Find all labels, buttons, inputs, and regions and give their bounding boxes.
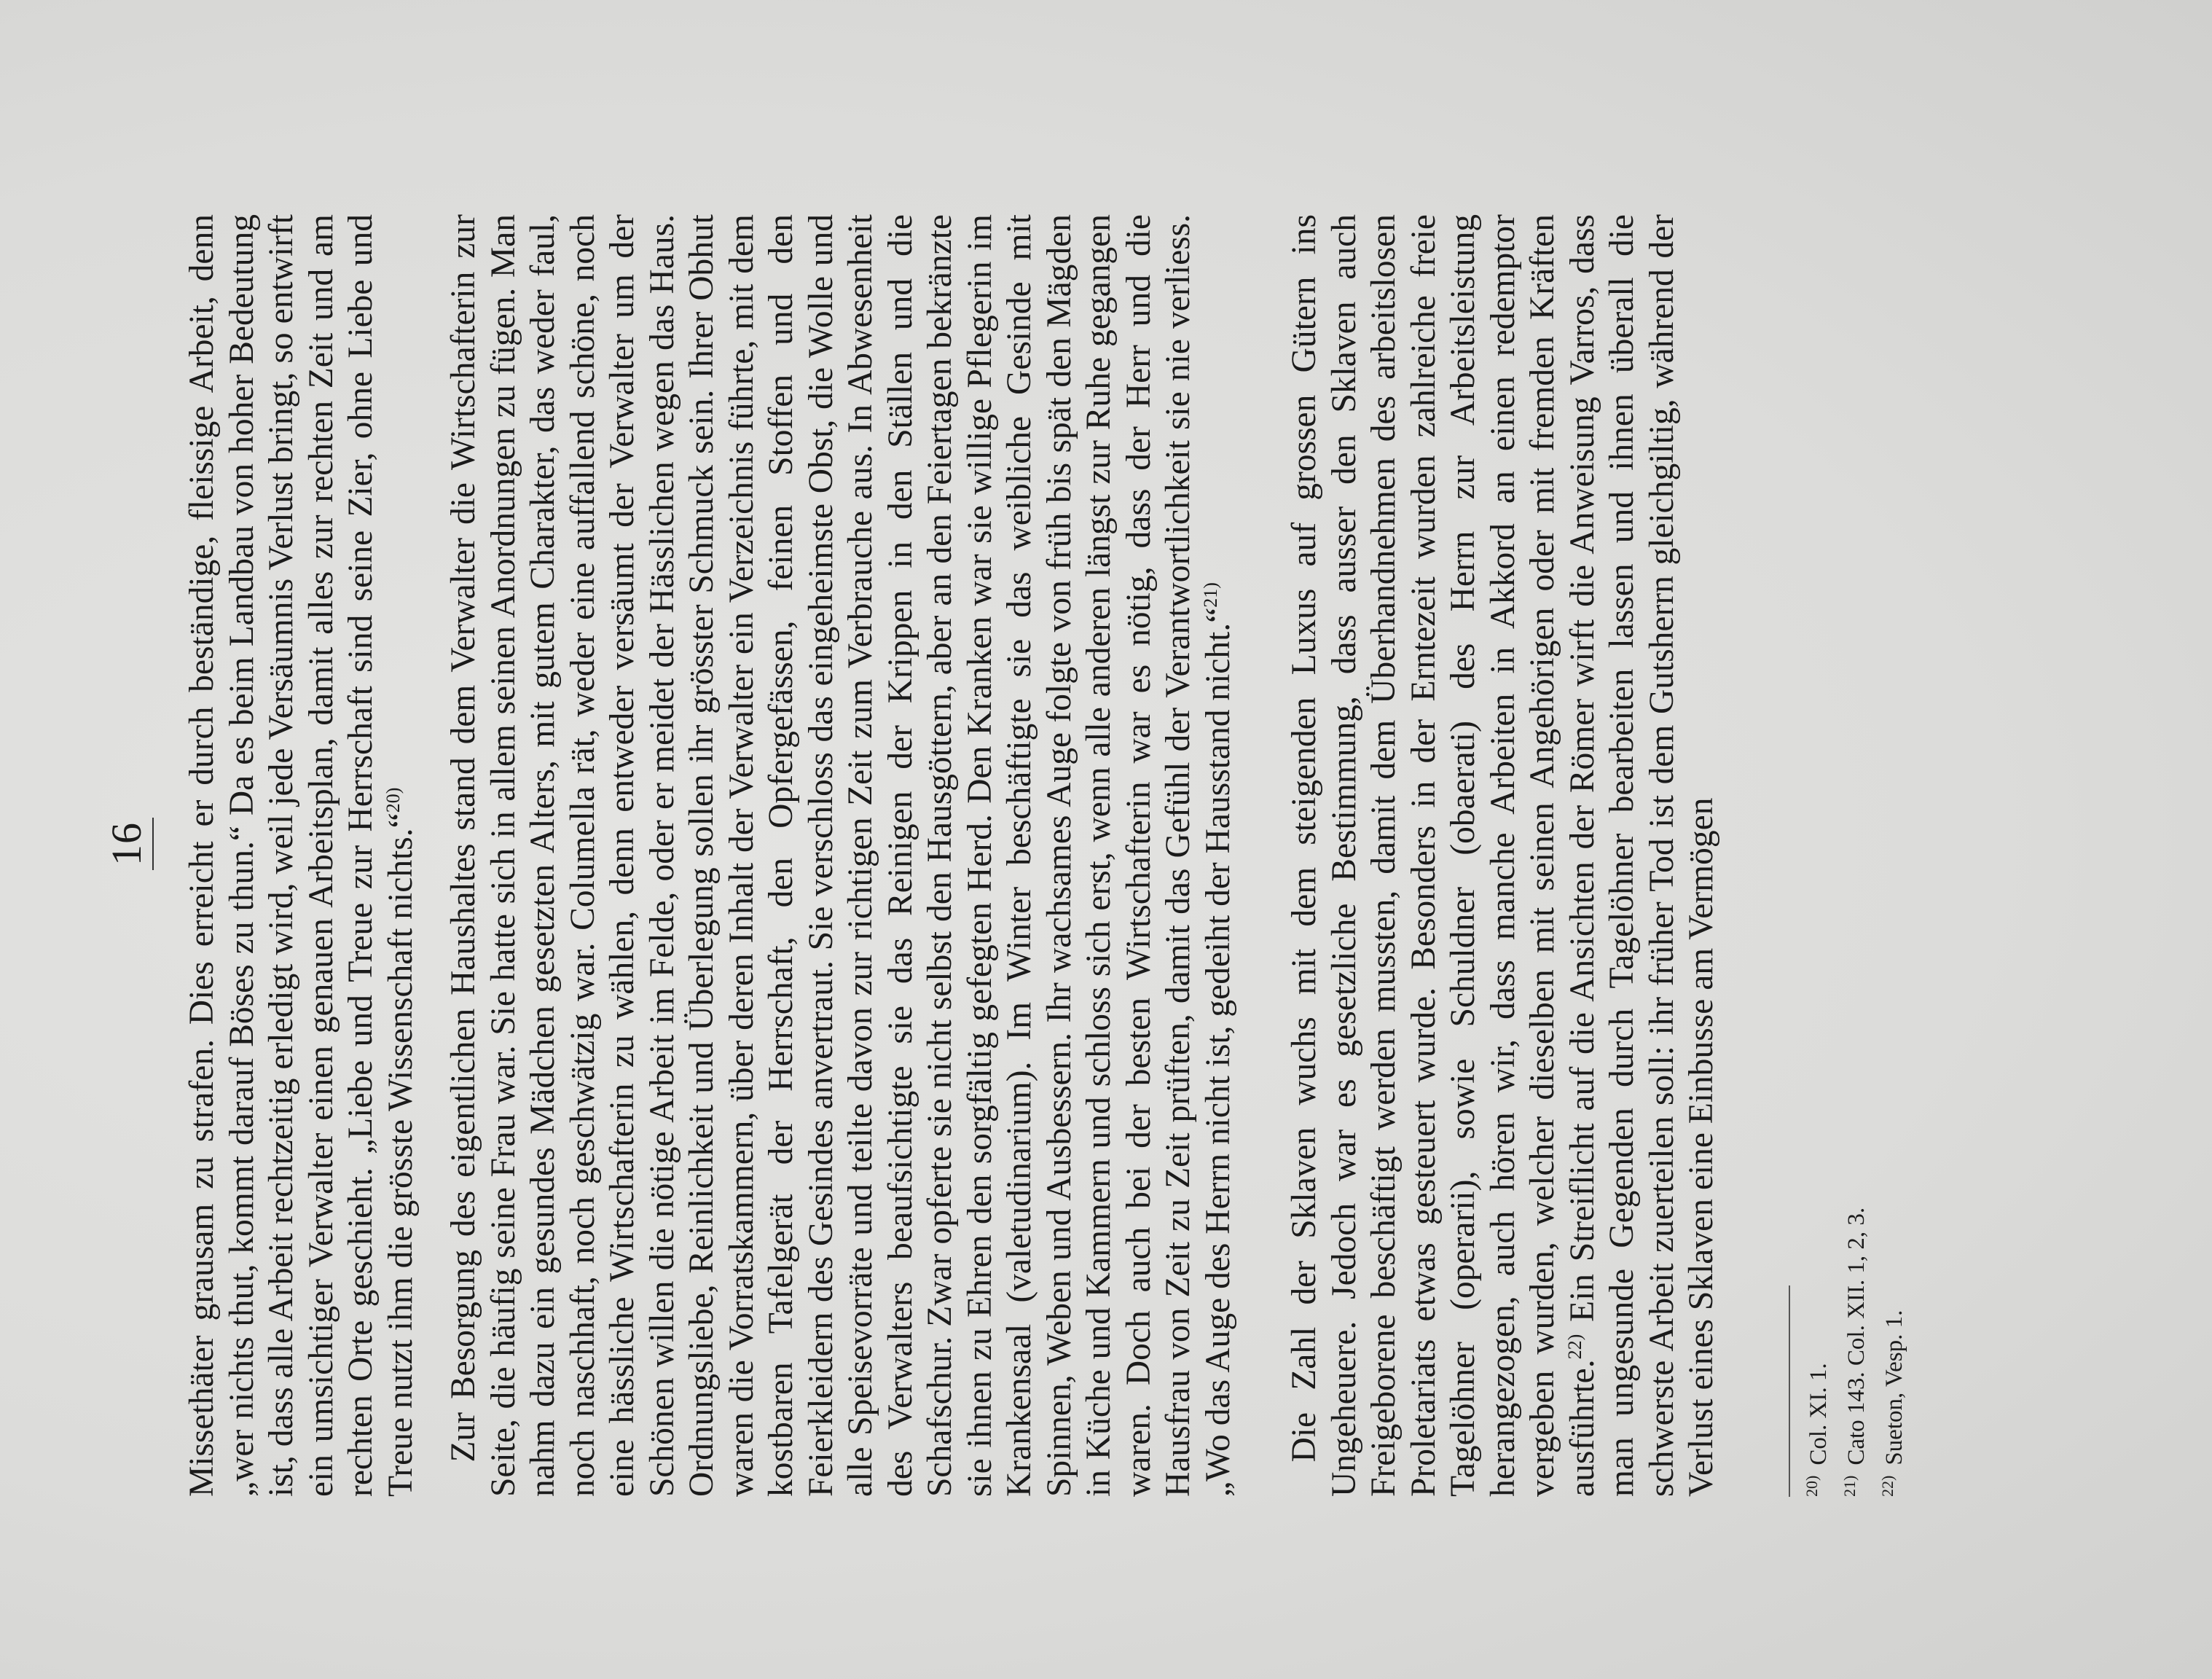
paragraph-1 — [182, 214, 420, 1497]
paragraph-gap — [1238, 214, 1285, 1497]
footnote-mark: 21) — [1840, 1475, 1859, 1497]
footnote-ref-21: 21) — [1199, 582, 1221, 608]
footnote-item — [1838, 622, 1875, 1497]
paragraph-3-tail: Ein Streiflicht auf die Ansichten der Römer wirft die Anweisung Varros, dass man ungesunde Gegenden durch Tagelöhner bearbeiten lassen und ihnen überall die schwerste Arbeit zuerteilen soll: ihr früher Tod ist dem Gutsherrn gleichgiltig, während der Verlust eines Sklaven eine Einbusse am Vermögen — [1563, 214, 1720, 1497]
footnote-ref-20: 20) — [382, 787, 404, 813]
footnote-item — [1875, 622, 1913, 1497]
footnotes — [1800, 622, 1913, 1497]
paragraph-3 — [1285, 214, 1722, 1497]
footnote-separator — [1789, 1285, 1790, 1497]
footnote-text: Cato 143. Col. XII. 1, 2, 3. — [1843, 1207, 1870, 1465]
paragraph-3-text: Die Zahl der Sklaven wuchs mit dem steigenden Luxus auf grossen Gütern ins Ungeheuere. Jedoch war es gesetzliche Bestimmung, dass ausser den Sklaven auch Freigeborene beschäftigt werden mussten, damit dem Überhandnehmen des arbeitslosen Proletariats etwas gesteuert wurde. Besonders in der Erntezeit wurden zahlreiche freie Tagelöhner (operarii), sowie Schuldner (obaerati) des Herrn zur Arbeitsleistung herangezogen, auch hören wir, dass manche Arbeiten in Akkord an einen redemptor vergeben wurden, welcher dieselben mit seinen Angehörigen oder mit fremden Kräften ausführte. — [1285, 214, 1601, 1497]
body-text — [182, 214, 1722, 1497]
footnote-text: Col. XI. 1. — [1805, 1363, 1832, 1465]
footnote-mark: 22) — [1878, 1475, 1897, 1497]
paragraph-1-text: Missethäter grausam zu strafen. Dies erreicht er durch beständige, fleissige Arbeit, denn „wer nichts thut, kommt darauf Böses zu thun.“ Da es beim Landbau von hoher Bedeutung ist, dass alle Arbeit rechtzeitig erledigt wird, weil jede Versäumnis Verlust bringt, so entwirft ein umsichtiger Verwalter einen genauen Arbeitsplan, damit alles zur rechten Zeit und am rechten Orte geschieht. „Liebe und Treue zur Herrschaft sind seine Zier, ohne Liebe und Treue nutzt ihm die grösste Wissenschaft nichts.“ — [183, 214, 420, 1497]
footnote-item — [1800, 622, 1838, 1497]
paragraph-gap — [420, 214, 444, 1497]
page-number: 16 — [102, 818, 154, 870]
footnote-mark: 20) — [1803, 1475, 1821, 1497]
footnote-ref-22: 22) — [1564, 1334, 1585, 1360]
paragraph-2-text: Zur Besorgung des eigentlichen Haushaltes stand dem Verwalter die Wirtschafterin zur Seite, die häufig seine Frau war. Sie hatte sich in allem seinen Anordnungen zu fügen. Man nahm dazu ein gesundes Mädchen gesetzten Alters, mit gutem Charakter, das weder faul, noch naschhaft, noch geschwätzig war. Columella rät, weder eine auffallend schöne, noch eine hässliche Wirtschafterin zu wählen, denn entweder versäumt der Verwalter um der Schönen willen die nötige Arbeit im Felde, oder er meidet der Hässlichen wegen das Haus. Ordnungsliebe, Reinlichkeit und Überlegung sollen ihr grösster Schmuck sein. Ihrer Obhut waren die Vorratskammern, über deren Inhalt der Verwalter ein Verzeichnis führte, mit dem kostbaren Tafelgerät der Herrschaft, den Opfergefässen, feinen Stoffen und den Feierkleidern des Gesindes anvertraut. Sie verschloss das eingeheimste Obst, die Wolle und alle Speisevorräte und teilte davon zur richtigen Zeit zum Verbrauche aus. In Abwesenheit des Verwalters beaufsichtigte sie das Reinigen der Krippen in den Ställen und die Schafschur. Zwar opferte sie nicht selbst den Hausgöttern, aber an den Feiertagen bekränzte sie ihnen zu Ehren den sorgfältig gefegten Herd. Den Kranken war sie willige Pflegerin im Krankensaal (valetudinarium). Im Winter beschäftigte sie das weibliche Gesinde mit Spinnen, Weben und Ausbessern. Ihr wachsames Auge folgte von früh bis spät den Mägden in Küche und Kammern und schloss sich erst, wenn alle anderen längst zur Ruhe gegangen waren. Doch auch bei der besten Wirtschafterin war es nötig, dass der Herr und die Hausfrau von Zeit zu Zeit prüften, damit das Gefühl der Verantwortlichkeit sie nie verliess. „Wo das Auge des Herrn nicht ist, gedeiht der Hausstand nicht.“ — [444, 214, 1237, 1497]
footnote-text: Sueton, Vesp. 1. — [1881, 1310, 1907, 1465]
paragraph-2 — [444, 214, 1238, 1497]
